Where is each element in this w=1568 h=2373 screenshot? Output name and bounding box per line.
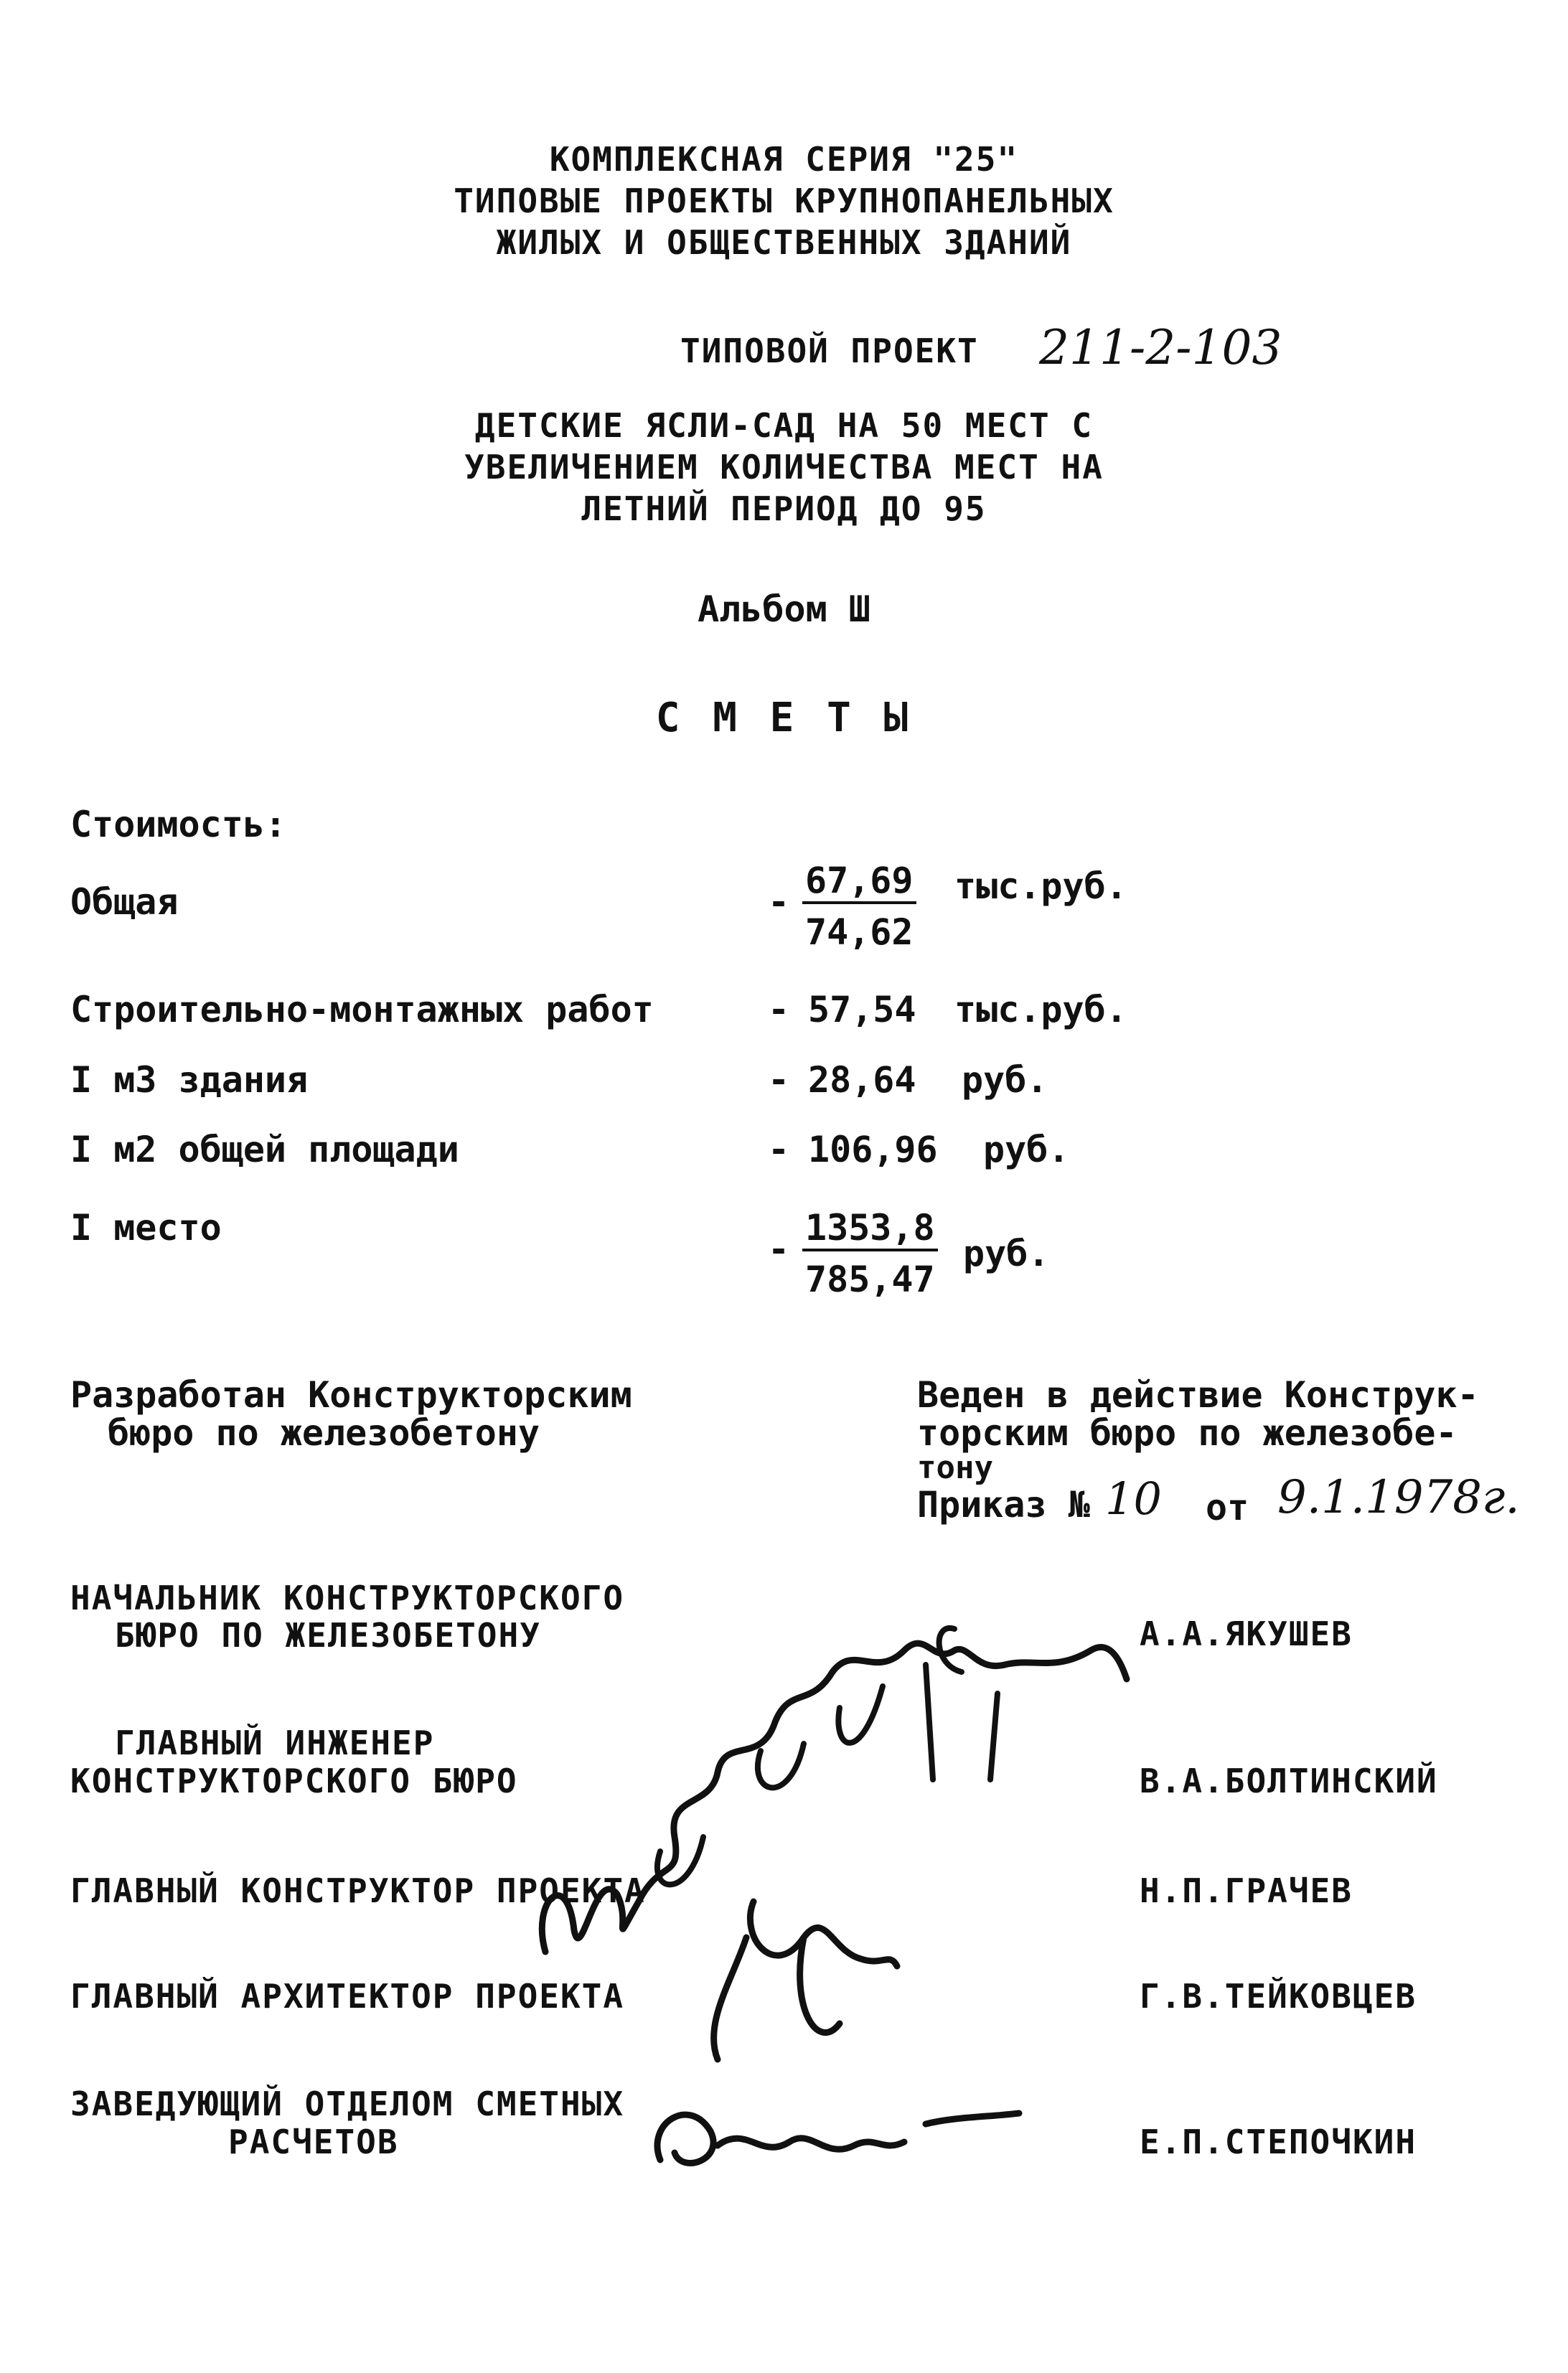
signatory-5-title-line-2: РАСЧЕТОВ	[228, 2123, 399, 2161]
cost-m2-unit: руб.	[983, 1129, 1070, 1170]
order-label: Приказ №	[917, 1484, 1090, 1526]
title-line-3: ЛЕТНИЙ ПЕРИОД ДО 95	[581, 489, 987, 528]
enacted-line-1: Веден в действие Конструк-	[917, 1374, 1479, 1416]
developer-line-2: бюро по железобетону	[108, 1412, 540, 1454]
cost-construction-label: Строительно-монтажных работ	[70, 989, 654, 1030]
title-line-2: УВЕЛИЧЕНИЕМ КОЛИЧЕСТВА МЕСТ НА	[464, 448, 1104, 487]
cost-total-label: Общая	[70, 881, 179, 923]
cost-total-fraction	[802, 860, 916, 953]
cost-total-unit: тыс.руб.	[954, 865, 1127, 907]
cost-m2-value: 106,96	[808, 1129, 938, 1170]
cost-total-denominator: 74,62	[805, 911, 914, 953]
cost-place-denominator: 785,47	[805, 1259, 935, 1300]
cost-m2-label: I м2 общей площади	[70, 1129, 459, 1170]
signatory-1-title-line-2: БЮРО ПО ЖЕЛЕЗОБЕТОНУ	[115, 1616, 541, 1655]
signatory-3-title: ГЛАВНЫЙ КОНСТРУКТОР ПРОЕКТА	[70, 1871, 646, 1910]
signatory-1-title-line-1: НАЧАЛЬНИК КОНСТРУКТОРСКОГО	[70, 1579, 625, 1617]
cost-place-numerator: 1353,8	[802, 1207, 938, 1251]
album-label: Альбом Ш	[698, 588, 870, 630]
cost-m3-value: 28,64	[808, 1059, 916, 1101]
project-label: ТИПОВОЙ ПРОЕКТ	[680, 332, 979, 370]
cost-place-label: I место	[70, 1207, 222, 1249]
cost-construction-dash: -	[768, 989, 790, 1030]
signatory-1-name: А.А.ЯКУШЕВ	[1140, 1615, 1353, 1653]
date-value: 9.1.1978г.	[1277, 1471, 1520, 1524]
date-label: от	[1206, 1487, 1249, 1528]
signatory-3-name: Н.П.ГРАЧЕВ	[1140, 1871, 1353, 1910]
cost-m3-dash: -	[768, 1059, 790, 1101]
cost-place-unit: руб.	[963, 1233, 1050, 1274]
cost-m3-unit: руб.	[962, 1059, 1048, 1101]
signatory-5-title-line-1: ЗАВЕДУЮЩИЙ ОТДЕЛОМ СМЕТНЫХ	[70, 2085, 625, 2123]
series-line-3: ЖИЛЫХ И ОБЩЕСТВЕННЫХ ЗДАНИЙ	[496, 223, 1072, 262]
cost-m3-label: I м3 здания	[70, 1059, 309, 1101]
title-line-1: ДЕТСКИЕ ЯСЛИ-САД НА 50 МЕСТ С	[474, 406, 1094, 445]
enacted-line-3: тону	[917, 1449, 993, 1486]
enacted-line-2: торским бюро по железобе-	[917, 1412, 1457, 1454]
signatory-2-title-line-2: КОНСТРУКТОРСКОГО БЮРО	[70, 1762, 518, 1800]
signatory-5-name: Е.П.СТЕПОЧКИН	[1140, 2123, 1417, 2161]
cost-place-fraction	[802, 1207, 938, 1300]
series-line-2: ТИПОВЫЕ ПРОЕКТЫ КРУПНОПАНЕЛЬНЫХ	[454, 182, 1114, 220]
cost-m2-dash: -	[768, 1129, 790, 1170]
developer-line-1: Разработан Конструкторским	[70, 1374, 632, 1416]
signatory-4-name: Г.В.ТЕЙКОВЦЕВ	[1140, 1977, 1417, 2016]
cost-construction-unit: тыс.руб.	[954, 989, 1127, 1030]
project-number: 211-2-103	[1039, 320, 1282, 375]
order-number: 10	[1105, 1472, 1162, 1525]
cost-total-value	[802, 860, 916, 953]
doc-type: С М Е Т Ы	[655, 695, 913, 741]
cost-total-numerator: 67,69	[802, 860, 916, 904]
cost-place-value	[802, 1207, 938, 1300]
cost-heading: Стоимость:	[70, 804, 287, 845]
series-line-1: КОМПЛЕКСНАЯ СЕРИЯ "25"	[549, 140, 1019, 179]
cost-construction-value: 57,54	[808, 989, 916, 1030]
signatory-2-name: В.А.БОЛТИНСКИЙ	[1140, 1762, 1438, 1800]
cost-total-dash: -	[768, 881, 790, 923]
signatory-2-title-line-1: ГЛАВНЫЙ ИНЖЕНЕР	[115, 1724, 435, 1762]
cost-place-dash: -	[768, 1228, 790, 1270]
signatory-4-title: ГЛАВНЫЙ АРХИТЕКТОР ПРОЕКТА	[70, 1977, 625, 2016]
